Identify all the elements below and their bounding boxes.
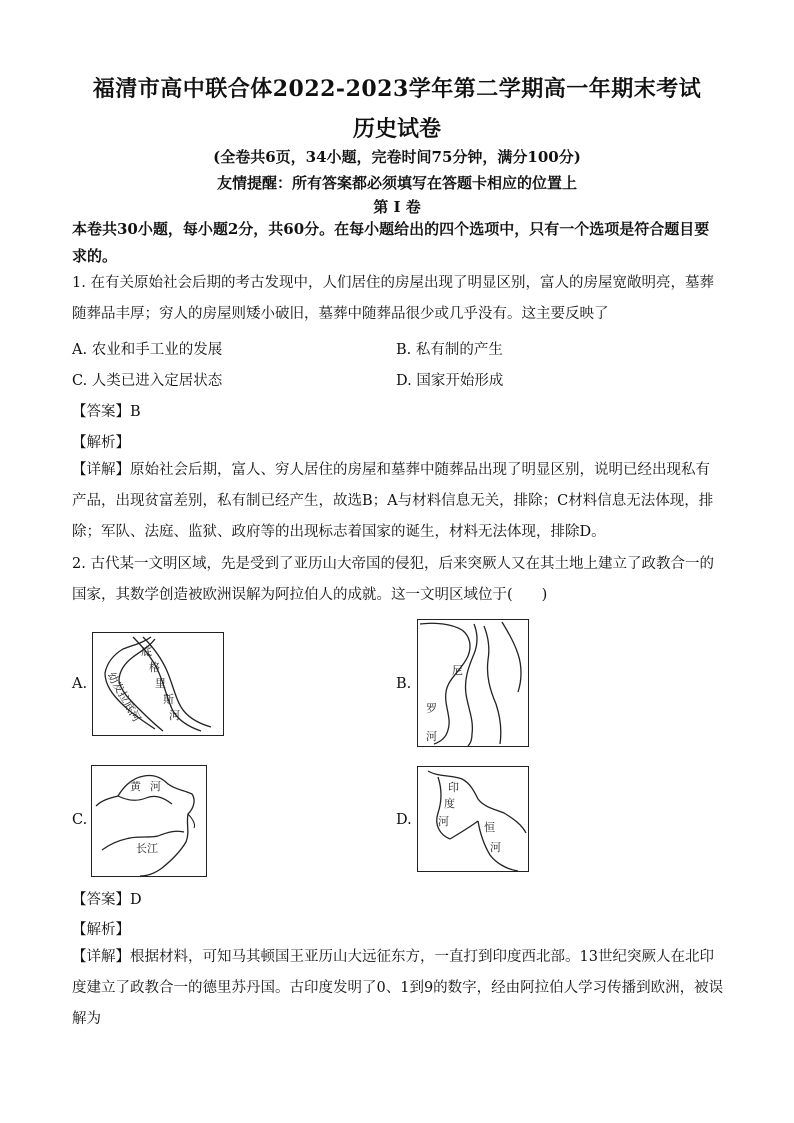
q1-detail: 【详解】原始社会后期，富人、穷人居住的房屋和墓葬中随葬品出现了明显区别，说明已经出现私有产品，出现贫富差别，私有制已经产生，故选B；A与材料信息无关，排除；C材料信息无法体现，排除；军队、法庭、监狱、政府等的出现标志着国家的诞生，材料无法体现，排除D。 bbox=[72, 462, 714, 540]
q2-option-c-label: C. bbox=[72, 812, 88, 828]
map-a-tigris-char-1: 底 bbox=[141, 645, 152, 658]
q1-stem: 1. 在有关原始社会后期的考古发现中，人们居住的房屋出现了明显区别，富人的房屋宽敞明亮，墓葬随葬品丰厚；穷人的房屋则矮小破旧，墓葬中随葬品很少或几乎没有。这主要反映了 bbox=[72, 275, 714, 322]
map-d-indus-char-3: 河 bbox=[438, 815, 449, 828]
q1-option-a: A. 农业和手工业的发展 bbox=[72, 342, 223, 358]
q2-option-a-label: A. bbox=[72, 676, 88, 692]
map-option-d[interactable] bbox=[417, 766, 529, 872]
nile-map bbox=[418, 620, 528, 746]
map-option-a[interactable] bbox=[92, 632, 224, 736]
map-d-indus-char-2: 度 bbox=[444, 797, 455, 810]
map-a-tigris-char-3: 里 bbox=[155, 677, 166, 690]
section-instructions: 本卷共30小题，每小题2分，共60分。在每小题给出的四个选项中，只有一个选项是符合题目要求的。 bbox=[72, 220, 710, 265]
q2-option-b-label: B. bbox=[396, 676, 412, 692]
q2-analysis-label: 【解析】 bbox=[72, 922, 130, 938]
map-d-ganges-char-1: 恒 bbox=[484, 821, 495, 834]
map-d-ganges-char-2: 河 bbox=[490, 841, 501, 854]
map-b-nile-char-1: 尼 bbox=[452, 664, 463, 677]
india-map bbox=[418, 767, 528, 871]
exam-title: 福清市高中联合体2022-2023学年第二学期高一年期末考试 bbox=[92, 76, 702, 102]
map-c-yangtze-label: 长江 bbox=[136, 842, 158, 855]
map-option-c[interactable] bbox=[91, 765, 207, 877]
map-a-tigris-char-4: 斯 bbox=[163, 693, 174, 706]
q2-detail: 【详解】根据材料，可知马其顿国王亚历山大远征东方，一直打到印度西北部。13世纪突厥人在北印度建立了政教合一的德里苏丹国。古印度发明了0、1到9的数字，经由阿拉伯人学习传播到欧洲，被误解为 bbox=[72, 949, 724, 1027]
q1-option-b: B. 私有制的产生 bbox=[396, 342, 503, 358]
map-a-tigris-char-2: 格 bbox=[149, 661, 160, 674]
q1-option-c: C. 人类已进入定居状态 bbox=[72, 373, 223, 389]
q1-option-d: D. 国家开始形成 bbox=[396, 373, 504, 389]
mesopotamia-map bbox=[93, 633, 223, 735]
exam-subtitle: 历史试卷 bbox=[352, 116, 441, 142]
section-title: 第 I 卷 bbox=[373, 198, 421, 216]
exam-info: (全卷共6页，34小题，完卷时间75分钟，满分100分) bbox=[213, 148, 581, 166]
map-c-yellow-river-char-1: 黄 bbox=[130, 780, 141, 793]
map-d-indus-char-1: 印 bbox=[448, 781, 459, 794]
china-map bbox=[92, 766, 206, 876]
exam-tip: 友情提醒：所有答案都必须填写在答题卡相应的位置上 bbox=[216, 174, 577, 192]
q1-answer: 【答案】B bbox=[72, 404, 141, 420]
q2-answer: 【答案】D bbox=[72, 892, 142, 908]
map-c-yellow-river-char-2: 河 bbox=[150, 780, 161, 793]
q1-analysis-label: 【解析】 bbox=[72, 435, 130, 451]
map-option-b[interactable] bbox=[417, 619, 529, 747]
map-a-euphrates-label: 幼发拉底河 bbox=[104, 670, 144, 725]
q2-option-d-label: D. bbox=[396, 812, 412, 828]
map-b-nile-char-3: 河 bbox=[426, 730, 437, 743]
q2-stem: 2. 古代某一文明区域，先是受到了亚历山大帝国的侵犯，后来突厥人又在其土地上建立了政教合一的国家，其数学创造被欧洲误解为阿拉伯人的成就。这一文明区域位于( ) bbox=[72, 556, 714, 603]
map-a-tigris-char-5: 河 bbox=[169, 709, 180, 722]
map-b-nile-char-2: 罗 bbox=[426, 702, 437, 715]
